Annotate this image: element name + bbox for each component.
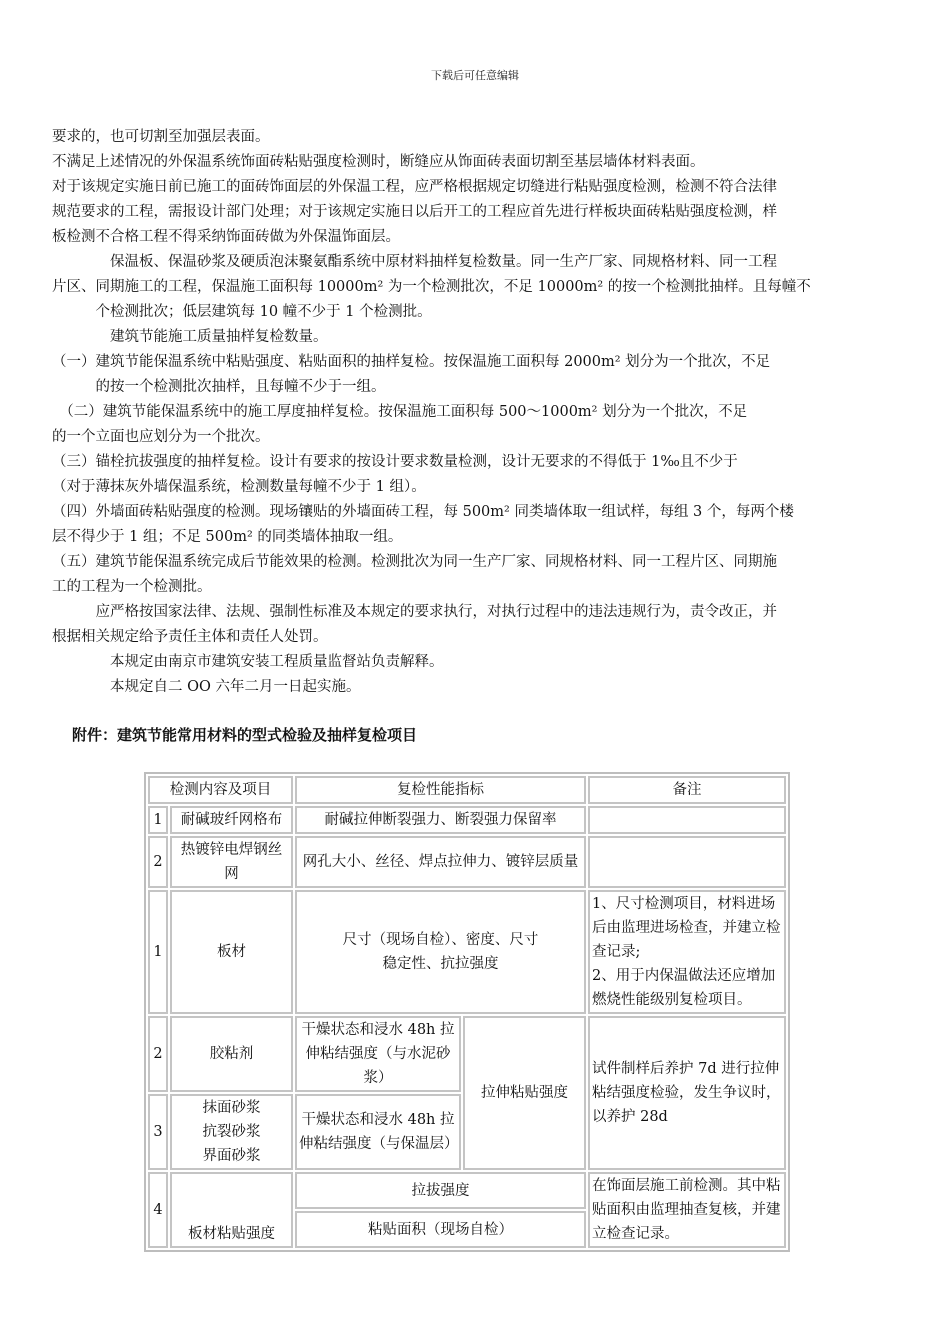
paragraph-line: （一）建筑节能保温系统中粘贴强度、粘贴面积的抽样复检。按保温施工面积每 2000m² 划分为一个批次，不足	[52, 354, 771, 370]
item-cell: 耐碱玻纤网格布	[170, 806, 293, 834]
paragraph-line: （二）建筑节能保温系统中的施工厚度抽样复检。按保温施工面积每 500～1000m² 划分为一个批次，不足	[52, 404, 748, 420]
item-cell: 板材	[170, 890, 293, 1014]
paragraph-line: 工的工程为一个检测批。	[52, 579, 212, 595]
table-row	[148, 1172, 786, 1209]
table-header-row	[148, 776, 786, 804]
appendix-heading: 附件：建筑节能常用材料的型式检验及抽样复检项目	[72, 726, 418, 744]
item-cell: 热镀锌电焊钢丝网	[170, 836, 293, 888]
paragraph-line: 的按一个检测批次抽样，且每幢不少于一组。	[52, 379, 386, 395]
index-cell: 耐碱拉伸断裂强力、断裂强力保留率	[295, 806, 586, 834]
header-cell-index: 复检性能指标	[295, 776, 586, 804]
paragraph-line: （五）建筑节能保温系统完成后节能效果的检测。检测批次为同一生产厂家、同规格材料、同一工程片区、同期施	[52, 554, 777, 570]
item-cell: 板材粘贴强度	[170, 1172, 293, 1248]
paragraph-line: 片区、同期施工的工程，保温施工面积每 10000m² 为一个检测批次，不足 10000m² 的按一个检测批抽样。且每幢不	[52, 279, 811, 295]
paragraph-line: （三）锚栓抗拔强度的抽样复检。设计有要求的按设计要求数量检测，设计无要求的不得低于 1‰且不少于	[52, 454, 738, 470]
table-row	[148, 890, 786, 1014]
index-cell: 尺寸（现场自检）、密度、尺寸稳定性、抗拉强度	[295, 890, 586, 1014]
index-cell: 干燥状态和浸水 48h 拉伸粘结强度（与水泥砂浆）	[295, 1016, 461, 1092]
index-cell: 网孔大小、丝径、焊点拉伸力、镀锌层质量	[295, 836, 586, 888]
paragraph-line: 规范要求的工程，需报设计部门处理；对于该规定实施日以后开工的工程应首先进行样板块面砖粘贴强度检测，样	[52, 204, 777, 220]
row-number: 2	[148, 1016, 168, 1092]
paragraph-line: 建筑节能施工质量抽样复检数量。	[52, 329, 328, 345]
note-cell: 试件制样后养护 7d 进行拉伸粘结强度检验，发生争议时，以养护 28d	[588, 1016, 786, 1170]
paragraph-line: （对于薄抹灰外墙保温系统，检测数量每幢不少于 1 组）。	[52, 479, 426, 495]
page-header: 下载后可任意编辑	[431, 69, 519, 82]
paragraph-line: 要求的，也可切割至加强层表面。	[52, 129, 270, 145]
note-cell: 1、尺寸检测项目，材料进场后由监理进场检查，并建立检查记录; 2、用于内保温做法还应增加燃烧性能级别复检项目。	[588, 890, 786, 1014]
index-cell: 粘贴面积（现场自检）	[295, 1211, 586, 1248]
table-row	[148, 1016, 786, 1092]
paragraph-line: （四）外墙面砖粘贴强度的检测。现场镶贴的外墙面砖工程，每 500m² 同类墙体取一组试样，每组 3 个，每两个楼	[52, 504, 794, 520]
header-cell-note: 备注	[588, 776, 786, 804]
paragraph-line: 个检测批次；低层建筑每 10 幢不少于 1 个检测批。	[52, 304, 432, 320]
row-number: 3	[148, 1094, 168, 1170]
header-cell-item: 检测内容及项目	[148, 776, 293, 804]
paragraph-line: 本规定由南京市建筑安装工程质量监督站负责解释。	[52, 654, 444, 670]
paragraph-line: 应严格按国家法律、法规、强制性标准及本规定的要求执行，对执行过程中的违法违规行为，责令改正，并	[52, 604, 777, 620]
table-row	[148, 836, 786, 888]
note-cell: 在饰面层施工前检测。其中粘贴面积由监理抽查复核，并建立检查记录。	[588, 1172, 786, 1248]
inspection-table	[144, 772, 790, 1252]
row-number: 2	[148, 836, 168, 888]
index-cell: 拉拔强度	[295, 1172, 586, 1209]
item-cell: 抹面砂浆 抗裂砂浆 界面砂浆	[170, 1094, 293, 1170]
paragraph-line: 保温板、保温砂浆及硬质泡沫聚氨酯系统中原材料抽样复检数量。同一生产厂家、同规格材料、同一工程	[52, 254, 777, 270]
table-row	[148, 806, 786, 834]
note-cell	[588, 806, 786, 834]
paragraph-line: 根据相关规定给予责任主体和责任人处罚。	[52, 629, 328, 645]
note-cell	[588, 836, 786, 888]
row-number: 4	[148, 1172, 168, 1248]
index-merged-cell: 拉伸粘贴强度	[463, 1016, 586, 1170]
paragraph-line: 不满足上述情况的外保温系统饰面砖粘贴强度检测时，断缝应从饰面砖表面切割至基层墙体材料表面。	[52, 154, 705, 170]
paragraph-line: 层不得少于 1 组；不足 500m² 的同类墙体抽取一组。	[52, 529, 403, 545]
paragraph-line: 的一个立面也应划分为一个批次。	[52, 429, 270, 445]
row-number: 1	[148, 890, 168, 1014]
index-cell: 干燥状态和浸水 48h 拉伸粘结强度（与保温层）	[295, 1094, 461, 1170]
paragraph-line: 板检测不合格工程不得采纳饰面砖做为外保温饰面层。	[52, 229, 400, 245]
item-cell: 胶粘剂	[170, 1016, 293, 1092]
row-number: 1	[148, 806, 168, 834]
paragraph-line: 对于该规定实施日前已施工的面砖饰面层的外保温工程，应严格根据规定切缝进行粘贴强度检测，检测不符合法律	[52, 179, 777, 195]
paragraph-line: 本规定自二 OO 六年二月一日起实施。	[52, 679, 361, 695]
